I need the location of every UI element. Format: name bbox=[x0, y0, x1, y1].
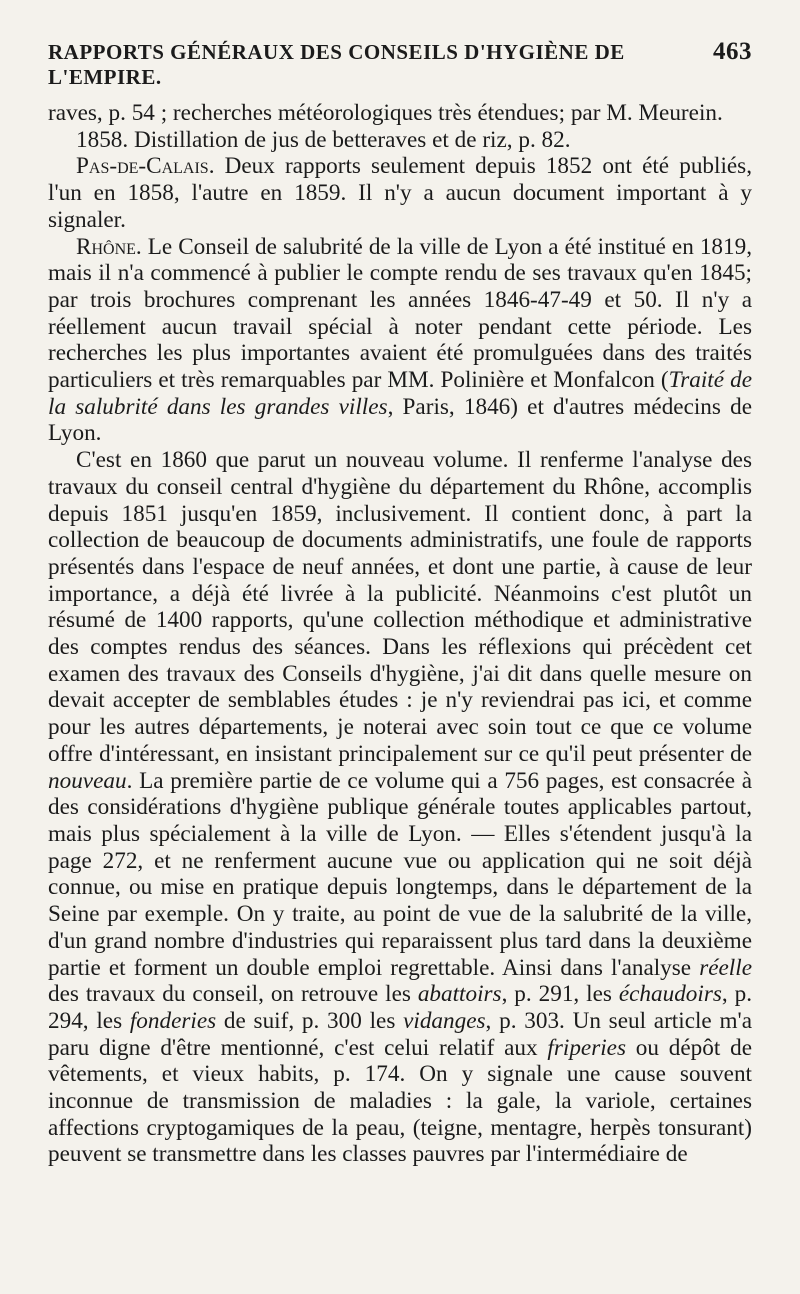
book-title: Traité de la salubrité dans les grandes villes bbox=[48, 367, 752, 420]
italic-term: fonderies bbox=[129, 1007, 217, 1034]
text-segment: C'est en 1860 que parut un nouveau volume. Il renferme l'analyse des travaux du conseil central d'hygiène du département du Rhône, accomplis depuis 1851 jusqu'en 1859, inclusivement. Il contient donc, à part la collection de beaucoup de documents administratifs, une foule de rapports présentés dans l'espace de neuf années, et dont une partie, à cause de leur importance, a déjà été livrée à la publicité. Néanmoins c'est plutôt un résumé de 1400 rapports, qu'une collection méthodique et administrative des comptes rendus des séances. Dans les réflexions qui précèdent cet examen des travaux des Conseils d'hygiène, j'ai dit dans quelle mesure on devait accepter de semblables études : je n'y reviendrai pas ici, et comme pour les autres départements, je noterai avec soin tout ce que ce volume offre d'intéressant, en insistant principalement sur ce qu'il peut présenter de bbox=[48, 447, 752, 767]
paragraph-continuation: raves, p. 54 ; recherches météorologiques très étendues; par M. Meurein. bbox=[48, 100, 723, 126]
text-segment: . La première partie de ce volume qui a 756 pages, est consacrée à des considérations d'hygiène publique générale toutes applicables partout, mais plus spécialement à la ville de Lyon. — Elles s'étendent jusqu'à la page 272, et ne renferment aucune vue ou application qui ne soit déjà connue, ou mise en pratique depuis longtemps, dans le département de la Seine par exemple. On y traite, au point de vue de la salubrité de la ville, d'un grand nombre d'industries qui reparaissent plus tard dans la deuxième partie et forment un double emploi regrettable. Ainsi dans l'analyse bbox=[48, 767, 752, 981]
italic-term: nouveau bbox=[48, 767, 127, 794]
page-number: 463 bbox=[713, 38, 752, 65]
rhone-text-b: , Paris, 1846) et d'autres médecins de Lyon. bbox=[48, 393, 752, 447]
text-segment: , p. 294, les bbox=[48, 981, 753, 1034]
rhone-text-a: Le Conseil de salubrité de la ville de Lyon a été institué en 1819, mais il n'a commencé à publier le compte rendu de ses travaux qu'en 1845; par trois brochures comprenant les années 1846-47-49 et 50. Il n'y a réellement aucun travail spécial à noter pendant cette période. Les recherches les plus importantes avaient été promulguées dans des traités particuliers et très remarquables par MM. Polinière et Monfalcon ( bbox=[48, 233, 752, 394]
text-segment: , p. 303. Un seul article m'a paru digne d'être mentionné, c'est celui relatif aux bbox=[48, 1007, 752, 1061]
running-title: RAPPORTS GÉNÉRAUX DES CONSEILS D'HYGIÈNE DE L'EMPIRE. bbox=[48, 40, 625, 89]
text-segment: , p. 291, les bbox=[501, 981, 619, 1008]
text-segment: de suif, p. 300 les bbox=[216, 1007, 404, 1034]
paragraph-pas-de-calais bbox=[48, 153, 752, 233]
italic-term: échaudoirs bbox=[618, 981, 722, 1008]
text-segment: des travaux du conseil, on retrouve les bbox=[48, 981, 418, 1008]
paragraph-1860-volume bbox=[48, 447, 752, 1168]
running-header bbox=[48, 38, 752, 90]
italic-term: friperies bbox=[547, 1034, 626, 1061]
department-heading-rhone: Rhône. bbox=[76, 233, 142, 260]
italic-term: abattoirs bbox=[417, 981, 502, 1008]
italic-term: vidanges bbox=[403, 1007, 486, 1034]
text-segment: ou dépôt de vêtements, et vieux habits, p. 174. On y signale une cause souvent inconnue de transmission de maladies : la gale, la variole, certaines affections cryptogamiques de la peau, (teigne, mentagre, herpès tonsurant) peuvent se transmettre dans les classes pauvres par l'intermédiaire de bbox=[48, 1034, 752, 1168]
body-text bbox=[48, 100, 752, 1168]
department-heading-pas-de-calais: Pas-de-Calais. bbox=[76, 153, 215, 180]
paragraph-1858-entry: 1858. Distillation de jus de betteraves et de riz, p. 82. bbox=[76, 126, 571, 153]
italic-term: réelle bbox=[699, 954, 752, 981]
pas-de-calais-text: Deux rapports seulement depuis 1852 ont été publiés, l'un en 1858, l'autre en 1859. Il n'y a aucun document important à y signaler. bbox=[48, 153, 752, 233]
paragraph-rhone bbox=[48, 234, 752, 448]
